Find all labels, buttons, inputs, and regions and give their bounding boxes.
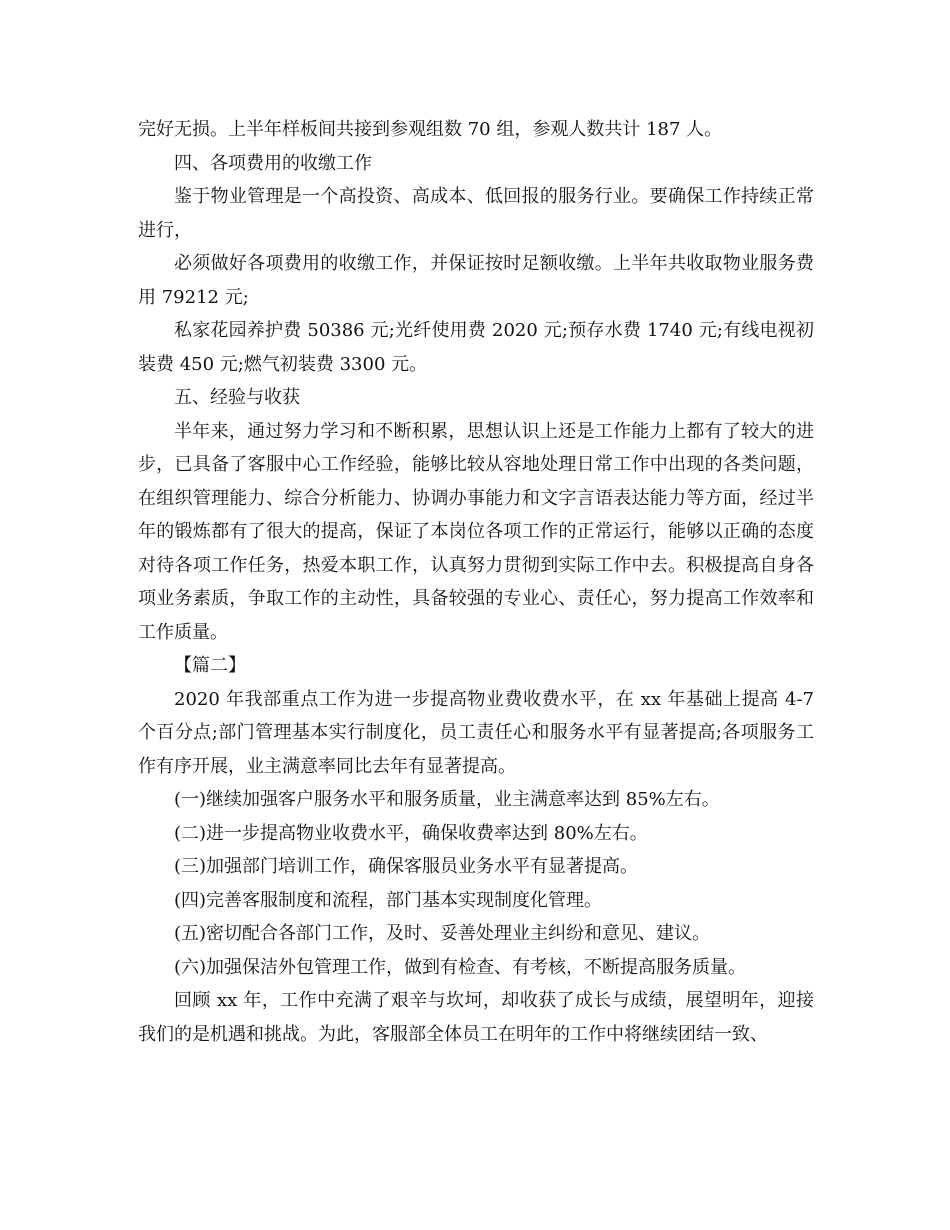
paragraph: 回顾 xx 年，工作中充满了艰辛与坎坷，却收获了成长与成绩，展望明年，迎接我们的是机遇和挑战。为此，客服部全体员工在明年的工作中将继续团结一致、 bbox=[138, 990, 814, 1045]
section-heading-fees: 四、各项费用的收缴工作 bbox=[174, 152, 372, 174]
paragraph-continuation: 完好无损。上半年样板间共接到参观组数 70 组，参观人数共计 187 人。 bbox=[138, 119, 723, 140]
paragraph: 半年来，通过努力学习和不断积累，思想认识上还是工作能力上都有了较大的进步，已具备了客服中心工作经验，能够比较从容地处理日常工作中出现的各类问题，在组织管理能力、综合分析能力、协调办事能力和文字言语表达能力等方面，经过半年的锻炼都有了很大的提高，保证了本岗位各项工作的正常运行，能够以正确的态度对待各项工作任务，热爱本职工作，认真努力贯彻到实际工作中去。积极提高自身各项业务素质，争取工作的主动性，具备较强的专业心、责任心，努力提高工作效率和工作质量。 bbox=[138, 420, 814, 643]
list-item: (三)加强部门培训工作，确保客服员业务水平有显著提高。 bbox=[174, 856, 639, 877]
part-heading: 【篇二】 bbox=[174, 655, 246, 676]
paragraph: 鉴于物业管理是一个高投资、高成本、低回报的服务行业。要确保工作持续正常进行， bbox=[138, 186, 814, 241]
paragraph: 私家花园养护费 50386 元;光纤使用费 2020 元;预存水费 1740 元;有线电视初装费 450 元;燃气初装费 3300 元。 bbox=[138, 320, 814, 375]
paragraph: 2020 年我部重点工作为进一步提高物业费收费水平，在 xx 年基础上提高 4-7 个百分点;部门管理基本实行制度化，员工责任心和服务水平有显著提高;各项服务工作有序开展，业主满意率同比去年有显著提高。 bbox=[138, 688, 814, 777]
list-item: (四)完善客服制度和流程，部门基本实现制度化管理。 bbox=[174, 889, 603, 911]
section-heading-experience: 五、经验与收获 bbox=[174, 387, 300, 408]
paragraph: 必须做好各项费用的收缴工作，并保证按时足额收缴。上半年共收取物业服务费用 79212 元; bbox=[138, 253, 814, 308]
list-item: (二)进一步提高物业收费水平，确保收费率达到 80%左右。 bbox=[174, 822, 648, 844]
list-item: (一)继续加强客户服务水平和服务质量，业主满意率达到 85%左右。 bbox=[174, 789, 720, 810]
list-item: (五)密切配合各部门工作，及时、妥善处理业主纠纷和意见、建议。 bbox=[174, 923, 711, 944]
document-body bbox=[138, 113, 814, 1051]
list-item: (六)加强保洁外包管理工作，做到有检查、有考核，不断提高服务质量。 bbox=[174, 956, 747, 978]
